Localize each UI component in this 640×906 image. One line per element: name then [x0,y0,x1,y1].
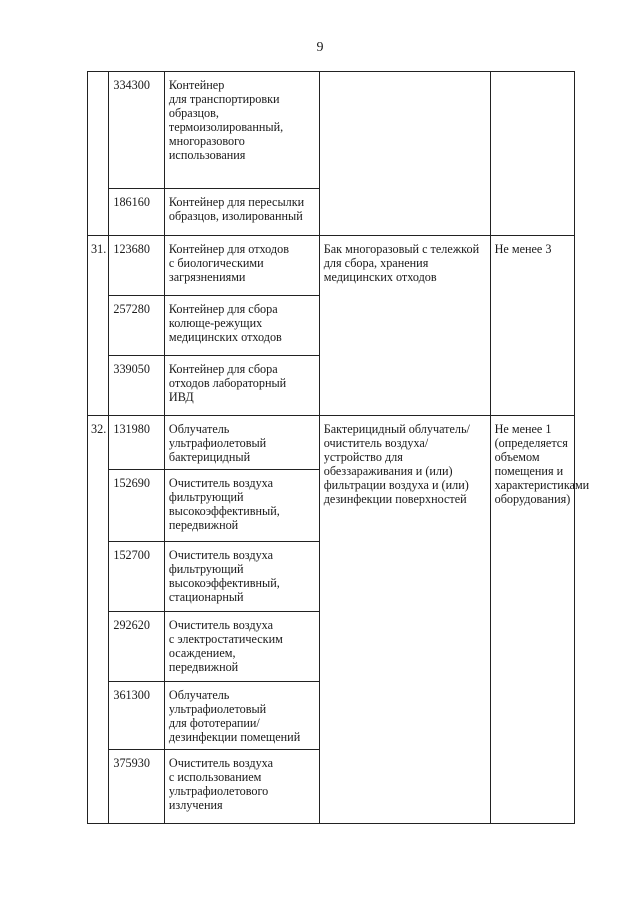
item-name [164,416,319,470]
item-name-line: дезинфекции помещений [168,730,301,744]
table-row [88,72,575,189]
item-code: 123680 [109,236,165,296]
item-name-line: передвижной [168,660,239,674]
item-code: 186160 [109,189,165,236]
item-name-line: осаждением, [168,646,236,660]
item-name-line: ИВД [168,390,194,404]
item-code: 292620 [109,612,165,682]
item-name-line: с использованием [168,770,262,784]
table-body [88,72,590,824]
table-row [88,236,575,296]
item-name [164,72,319,189]
item-code: 257280 [109,296,165,356]
item-name-line: передвижной [168,518,239,532]
item-name-line: медицинских отходов [168,330,282,344]
group-requirement: Не менее 1 (определяется объемом помещения и характеристиками оборудования) [490,416,574,824]
item-name [164,750,319,824]
item-name [164,542,319,612]
group-description: Бактерицидный облучатель/очиститель воздуха/устройство для обеззараживания и (или) фильтрации воздуха и (или) дезинфекции поверхностей [319,416,490,824]
equipment-table [87,71,590,824]
item-name-line: образцов, [168,106,219,120]
item-name-line: Очиститель воздуха [168,756,274,770]
item-name-line: бактерицидный [168,450,251,464]
item-name-line: Контейнер для сбора [168,302,278,316]
item-name-line: Очиститель воздуха [168,548,274,562]
row-number: 32. [88,416,109,824]
item-name [164,612,319,682]
item-name [164,470,319,542]
item-name-line: Облучатель [168,688,230,702]
item-name-line: стационарный [168,590,244,604]
item-name-line: отходов лабораторный [168,376,287,390]
item-name-line: для транспортировки [168,92,280,106]
item-name-line: Контейнер [168,78,225,92]
item-name-line: фильтрующий [168,490,244,504]
group-description: Бак многоразовый с тележкой для сбора, хранения медицинских отходов [319,236,490,416]
item-code: 361300 [109,682,165,750]
item-name-line: загрязнениями [168,270,246,284]
table-row [88,416,575,470]
item-name-line: Облучатель [168,422,230,436]
item-name-line: термоизолированный, [168,120,284,134]
item-name-line: для фототерапии/ [168,716,260,730]
item-code: 334300 [109,72,165,189]
group-requirement [490,72,574,236]
item-code: 152700 [109,542,165,612]
item-name-line: ультрафиолетовый [168,436,267,450]
item-name-line: высокоэффективный, [168,504,280,518]
item-name-line: использования [168,148,246,162]
group-description [319,72,490,236]
item-name-line: излучения [168,798,223,812]
page-number: 9 [316,40,324,55]
item-name-line: Контейнер для сбора [168,362,278,376]
item-name [164,189,319,236]
item-name-line: колюще-режущих [168,316,263,330]
item-code: 375930 [109,750,165,824]
item-code: 152690 [109,470,165,542]
item-name-line: ультрафиолетового [168,784,269,798]
item-name [164,296,319,356]
item-name-line: высокоэффективный, [168,576,280,590]
item-name-line: многоразового [168,134,245,148]
item-name-line: Очиститель воздуха [168,618,274,632]
item-name-line: Очиститель воздуха [168,476,274,490]
item-name-line: фильтрующий [168,562,244,576]
item-name-line: Контейнер для отходов [168,242,289,256]
item-code: 339050 [109,356,165,416]
item-name [164,236,319,296]
item-name-line: с биологическими [168,256,264,270]
item-name [164,356,319,416]
item-code: 131980 [109,416,165,470]
row-number: 31. [88,236,109,416]
row-number [88,72,109,236]
item-name-line: с электростатическим [168,632,283,646]
item-name [164,682,319,750]
group-requirement: Не менее 3 [490,236,574,416]
item-name-line: образцов, изолированный [168,209,303,223]
item-name-line: ультрафиолетовый [168,702,267,716]
item-name-line: Контейнер для пересылки [168,195,305,209]
